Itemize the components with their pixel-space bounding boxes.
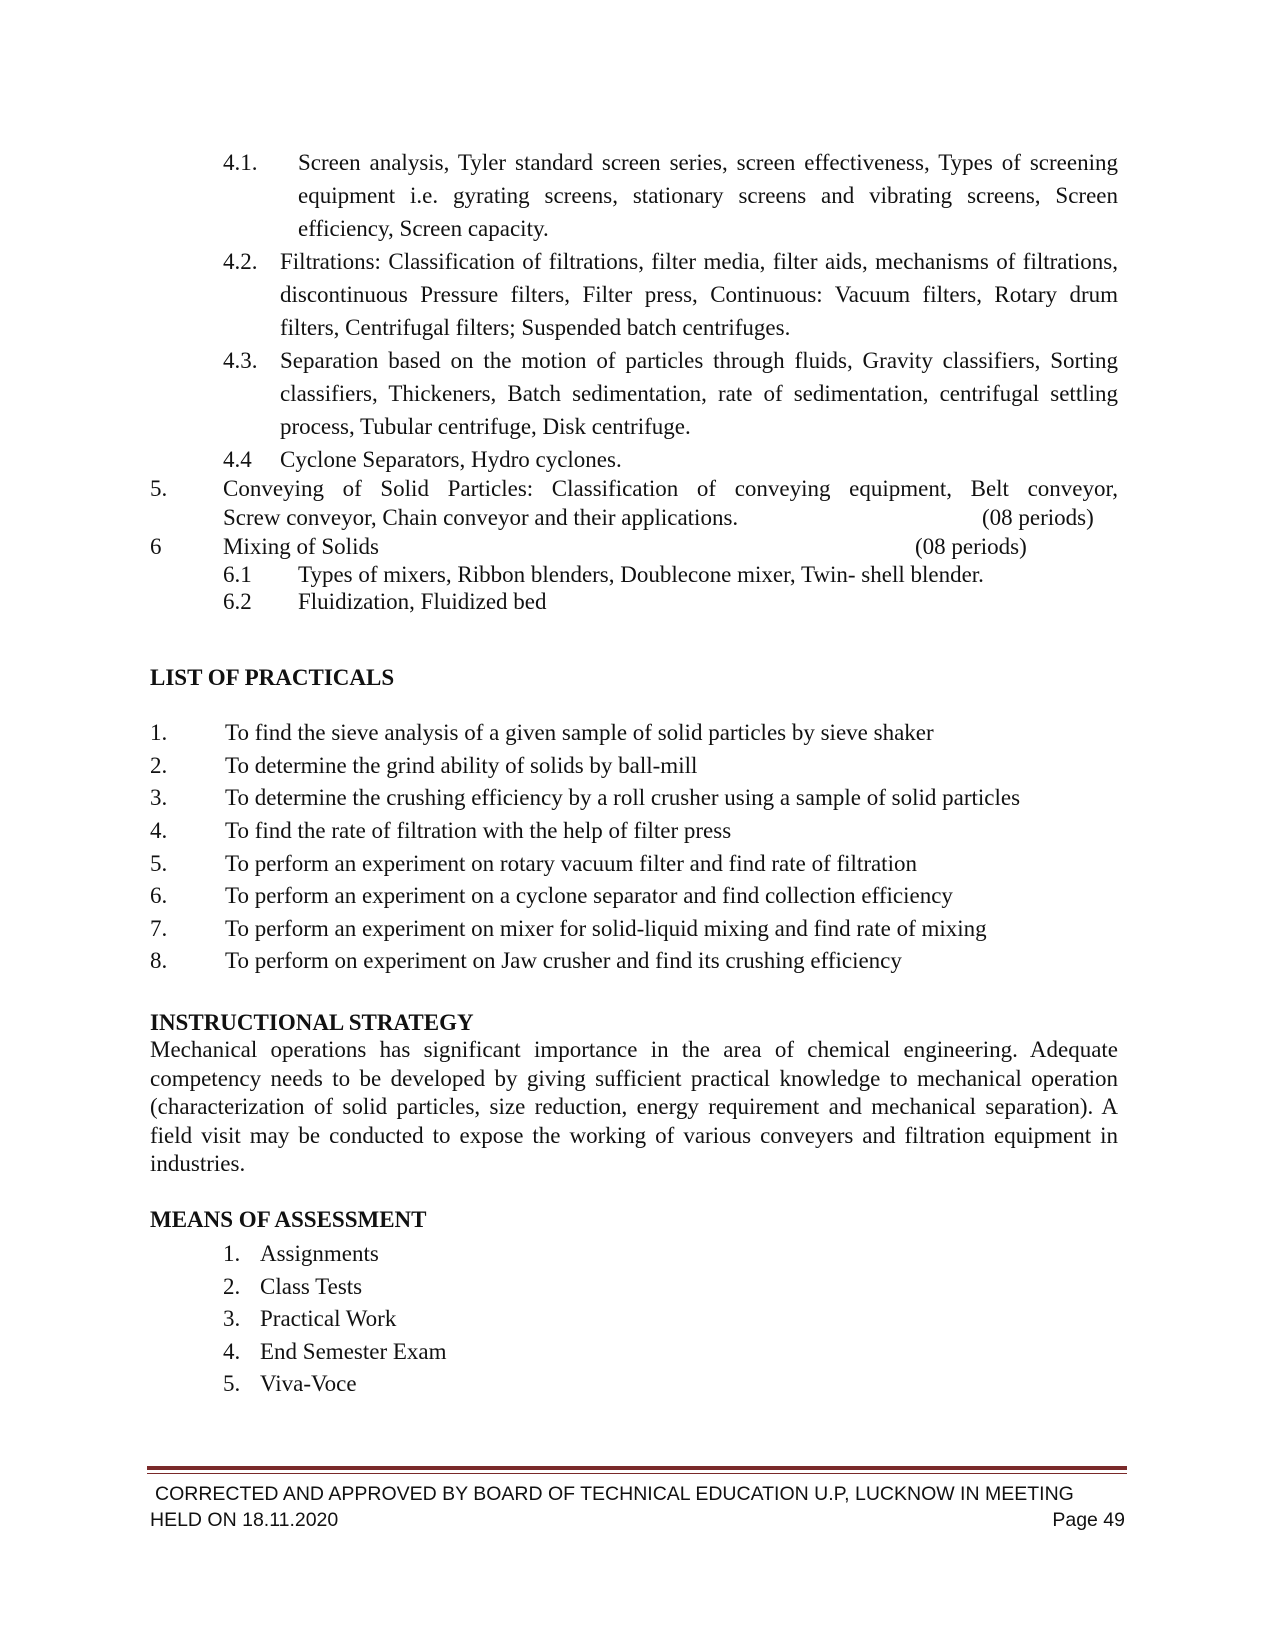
list-item xyxy=(150,847,1130,880)
footer-rule-thick xyxy=(147,1466,1127,1470)
list-item-text: To perform on experiment on Jaw crusher and find its crushing efficiency xyxy=(225,948,902,973)
subitem-4-3 xyxy=(223,344,1118,443)
section-number: 5. xyxy=(150,476,168,501)
subitem-text: Types of mixers, Ribbon blenders, Doublecone mixer, Twin- shell blender. xyxy=(298,562,984,587)
assessment-heading: MEANS OF ASSESSMENT xyxy=(150,1207,427,1232)
subitem-number: 4.1. xyxy=(223,150,258,175)
list-item xyxy=(150,749,1130,782)
list-item xyxy=(150,912,1130,945)
section-5-line-1: Conveying of Solid Particles: Classification of conveying equipment, Belt conveyor, xyxy=(223,476,1118,501)
subitem-number: 6.1 xyxy=(223,562,252,587)
subitem-text: Cyclone Separators, Hydro cyclones. xyxy=(280,447,622,472)
footer-date: HELD ON 18.11.2020 xyxy=(150,1509,339,1531)
list-item-number: 3. xyxy=(223,1306,241,1331)
footer-rule-thin xyxy=(147,1473,1127,1474)
list-item-number: 2. xyxy=(150,753,168,778)
list-item-number: 4. xyxy=(223,1339,241,1364)
page-number: Page 49 xyxy=(1052,1509,1125,1531)
list-item-text: Class Tests xyxy=(260,1274,363,1299)
list-item-text: Viva-Voce xyxy=(260,1371,357,1396)
list-item-number: 8. xyxy=(150,948,168,973)
list-item xyxy=(150,944,1130,977)
list-item-number: 7. xyxy=(150,916,168,941)
list-item-number: 5. xyxy=(223,1371,241,1396)
subitem-number: 6.2 xyxy=(223,589,252,614)
list-item-number: 2. xyxy=(223,1274,241,1299)
section-6-periods: (08 periods) xyxy=(915,534,1027,559)
list-item xyxy=(223,1237,1203,1270)
subitem-text: Fluidization, Fluidized bed xyxy=(298,589,547,614)
list-item-number: 6. xyxy=(150,883,168,908)
section-5-periods: (08 periods) xyxy=(982,505,1094,530)
section-6-title: Mixing of Solids xyxy=(223,534,379,559)
list-item xyxy=(223,1270,1203,1303)
list-item xyxy=(223,1302,1203,1335)
section-5-line-2: Screw conveyor, Chain conveyor and their applications. xyxy=(223,505,739,530)
footer-line-2 xyxy=(150,1507,1125,1533)
list-item-number: 1. xyxy=(150,720,168,745)
subitem-text: Screen analysis, Tyler standard screen series, screen effectiveness, Types of screening equipment i.e. gyrating screens, stationary screens and vibrating screens, Screen efficiency, Screen capacity. xyxy=(298,150,1118,241)
list-item-text: End Semester Exam xyxy=(260,1339,447,1364)
list-item-number: 3. xyxy=(150,785,168,810)
subitem-number: 4.3. xyxy=(223,348,258,373)
subitem-text: Filtrations: Classification of filtrations, filter media, filter aids, mechanisms of filtrations, discontinuous Pressure filters, Filter press, Continuous: Vacuum filters, Rotary drum filters, Centrifugal filters; Suspended batch centrifuges. xyxy=(280,249,1118,340)
subitem-number: 4.4 xyxy=(223,447,252,472)
strategy-paragraph: Mechanical operations has significant importance in the area of chemical engineering. Adequate competency needs to be developed by giving sufficient practical knowledge to mechanical operation (characterization of solid particles, size reduction, energy requirement and mechanical separation). A field visit may be conducted to expose the working of various conveyers and filtration equipment in industries. xyxy=(150,1037,1118,1176)
list-item xyxy=(150,716,1130,749)
strategy-heading: INSTRUCTIONAL STRATEGY xyxy=(150,1010,474,1035)
list-item xyxy=(150,814,1130,847)
list-item-text: To perform an experiment on rotary vacuum filter and find rate of filtration xyxy=(225,851,917,876)
list-item-text: To determine the crushing efficiency by a roll crusher using a sample of solid particles xyxy=(225,785,1021,810)
page-footer xyxy=(150,1481,1125,1533)
list-item xyxy=(150,879,1130,912)
list-item-text: Practical Work xyxy=(260,1306,397,1331)
subitem-4-2 xyxy=(223,245,1118,344)
footer-line-1: CORRECTED AND APPROVED BY BOARD OF TECHNICAL EDUCATION U.P, LUCKNOW IN MEETING xyxy=(155,1483,1074,1505)
subitem-6-2 xyxy=(223,585,1203,618)
subitem-text: Separation based on the motion of particles through fluids, Gravity classifiers, Sorting classifiers, Thickeners, Batch sedimentation, rate of sedimentation, centrifugal settling process, Tubular centrifuge, Disk centrifuge. xyxy=(280,348,1118,439)
section-number: 6 xyxy=(150,534,162,559)
list-item xyxy=(223,1367,1203,1400)
list-item-number: 4. xyxy=(150,818,168,843)
list-item-number: 1. xyxy=(223,1241,241,1266)
list-item xyxy=(223,1335,1203,1368)
list-item-text: To find the rate of filtration with the help of filter press xyxy=(225,818,732,843)
subitem-4-1 xyxy=(223,146,1118,245)
subitem-number: 4.2. xyxy=(223,249,258,274)
list-item-text: To find the sieve analysis of a given sample of solid particles by sieve shaker xyxy=(225,720,934,745)
list-item-text: To perform an experiment on a cyclone separator and find collection efficiency xyxy=(225,883,953,908)
list-item-text: To perform an experiment on mixer for solid-liquid mixing and find rate of mixing xyxy=(225,916,987,941)
list-item-text: Assignments xyxy=(260,1241,379,1266)
list-item xyxy=(150,781,1130,814)
list-item-text: To determine the grind ability of solids by ball-mill xyxy=(225,753,698,778)
list-item-number: 5. xyxy=(150,851,168,876)
practicals-heading: LIST OF PRACTICALS xyxy=(150,665,395,690)
